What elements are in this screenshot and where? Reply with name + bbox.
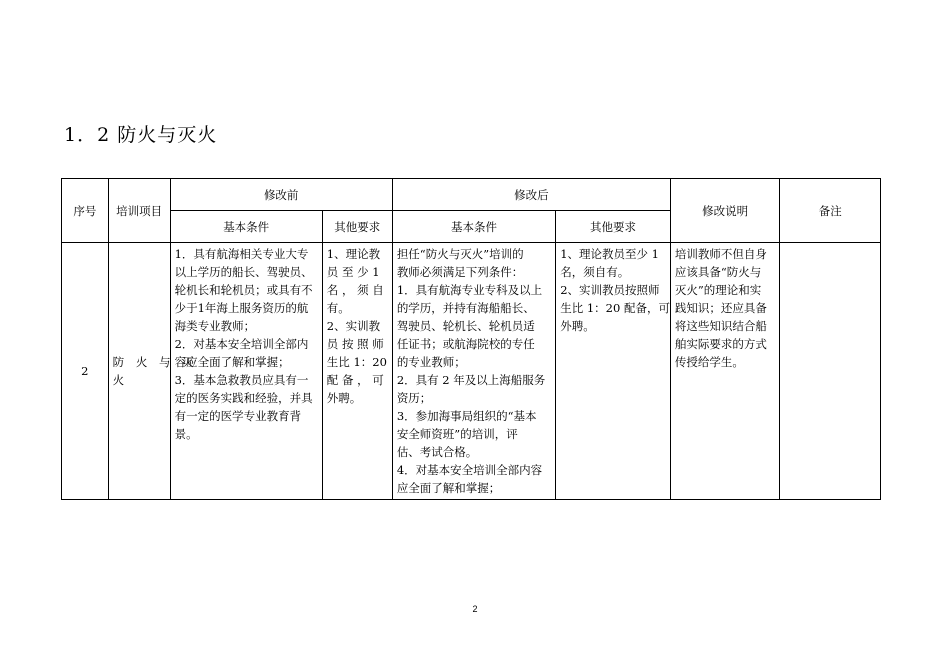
text-line: 1．具有航海专业专科及以上: [396, 283, 543, 297]
text-line: 任证书；或航海院校的专任: [396, 337, 535, 351]
text-line: 海类专业教师；: [174, 319, 256, 333]
text-line: 1．具有航海相关专业大专: [174, 247, 309, 261]
text-line: 外聘。: [326, 391, 362, 405]
text-line: 2、实训教员按照师: [560, 283, 660, 297]
header-item: 培训项目: [108, 179, 170, 243]
text-line: 员 至 少 1: [326, 265, 380, 279]
header-seq: 序号: [62, 179, 109, 243]
text-line: 外聘。: [560, 319, 595, 333]
text-line: 的学历，并持有海船船长、: [396, 301, 535, 315]
text-line: 容应全面了解和掌握；: [174, 355, 290, 369]
text-line: 1、理论教: [326, 247, 381, 261]
text-line: 驾驶员、轮机长、轮机员适: [396, 319, 535, 333]
training-requirements-table: [61, 178, 881, 500]
text-line: 安全师资班”的培训，评: [396, 427, 518, 441]
text-line: 3．参加海事局组织的“基本: [396, 409, 537, 423]
text-line: 践知识；还应具备: [674, 301, 767, 315]
header-before-other: 其他要求: [322, 211, 392, 243]
text-line: 生比 1：20: [326, 355, 387, 369]
text-line: 教师必须满足下列条件：: [396, 265, 524, 279]
table-row: [62, 243, 881, 500]
text-line: 应该具备“防火与: [674, 265, 762, 279]
text-line: 轮机长和轮机员；或具有不: [174, 283, 313, 297]
text-line: 名，须自有。: [560, 265, 630, 279]
text-line: 有。: [326, 301, 350, 315]
text-line: 应全面了解和掌握；: [396, 481, 501, 495]
cell-item-line: 防 火 与 灭: [112, 355, 198, 369]
cell-item-line: 火: [112, 373, 129, 387]
text-line: 景。: [174, 427, 198, 441]
text-line: 灭火”的理论和实: [674, 283, 762, 297]
text-line: 估、考试合格。: [396, 445, 478, 459]
text-line: 2．对基本安全培训全部内: [174, 337, 309, 351]
cell-remarks: [780, 243, 881, 500]
cell-explain: [670, 243, 780, 500]
header-after-basic: 基本条件: [392, 211, 555, 243]
text-line: 3．基本急救教员应具有一: [174, 373, 309, 387]
header-after: 修改后: [392, 179, 670, 211]
page-number: 2: [472, 604, 478, 614]
text-line: 2、实训教: [326, 319, 381, 333]
text-line: 培训教师不但自身: [674, 247, 767, 261]
text-line: 担任“防火与灭火”培训的: [396, 247, 524, 261]
cell-before-basic: [170, 243, 322, 500]
text-line: 有一定的医学专业教育背: [174, 409, 302, 423]
cell-after-other: [556, 243, 671, 500]
text-line: 生比 1：20 配备，可: [560, 301, 670, 315]
cell-item: [108, 243, 198, 500]
text-line: 4．对基本安全培训全部内容: [396, 463, 543, 477]
header-before-basic: 基本条件: [170, 211, 322, 243]
section-title: 1．2 防火与灭火: [64, 124, 218, 146]
text-line: 员 按 照 师: [326, 337, 384, 351]
text-line: 以上学历的船长、驾驶员、: [174, 265, 313, 279]
cell-before-other: [322, 243, 392, 500]
text-line: 名 ， 须 自: [326, 283, 384, 297]
text-line: 舶实际要求的方式: [674, 337, 767, 351]
text-line: 资历；: [396, 391, 432, 405]
text-line: 少于1年海上服务资历的航: [174, 301, 309, 315]
cell-seq: 2: [62, 243, 109, 500]
header-after-other: 其他要求: [556, 211, 671, 243]
text-line: 定的医务实践和经验，并具: [174, 391, 313, 405]
header-before: 修改前: [170, 179, 392, 211]
text-line: 传授给学生。: [674, 355, 744, 369]
cell-after-basic: [392, 243, 555, 500]
header-explain: 修改说明: [670, 179, 780, 243]
text-line: 将这些知识结合船: [674, 319, 767, 333]
text-line: 1、理论教员至少 1: [560, 247, 659, 261]
text-line: 的专业教师；: [396, 355, 466, 369]
text-line: 2．具有 2 年及以上海船服务: [396, 373, 546, 387]
header-remarks: 备注: [780, 179, 881, 243]
text-line: 配 备 ， 可: [326, 373, 384, 387]
